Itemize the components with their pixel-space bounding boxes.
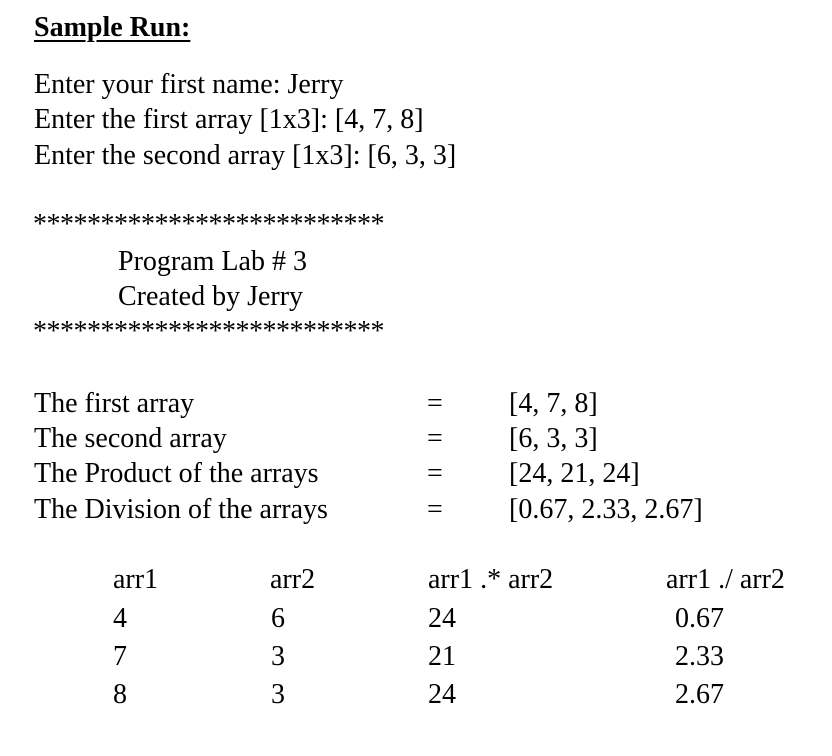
table-cell: 3 — [271, 679, 285, 710]
banner-author: Created by Jerry — [118, 281, 304, 312]
table-cell: 21 — [428, 641, 456, 672]
result-equals: = — [427, 423, 443, 454]
table-cell: 24 — [428, 603, 456, 634]
banner-title: Program Lab # 3 — [118, 246, 307, 277]
prompt-second-array: Enter the second array [1x3]: [6, 3, 3] — [34, 140, 457, 171]
table-cell: 7 — [113, 641, 127, 672]
table-cell: 2.67 — [675, 679, 724, 710]
result-value: [6, 3, 3] — [509, 423, 598, 454]
prompt-first-array: Enter the first array [1x3]: [4, 7, 8] — [34, 104, 424, 135]
result-label: The first array — [34, 388, 195, 419]
result-equals: = — [427, 458, 443, 489]
result-equals: = — [427, 388, 443, 419]
table-cell: 8 — [113, 679, 127, 710]
table-cell: 2.33 — [675, 641, 724, 672]
sample-run-heading: Sample Run: — [34, 12, 191, 43]
table-cell: 3 — [271, 641, 285, 672]
result-equals: = — [427, 494, 443, 525]
result-label: The second array — [34, 423, 227, 454]
prompt-first-name: Enter your first name: Jerry — [34, 69, 344, 100]
banner-stars-bottom: ************************** — [33, 316, 384, 347]
banner-stars-top: ************************** — [33, 209, 384, 240]
table-header: arr1 .* arr2 — [428, 564, 554, 595]
table-header: arr1 ./ arr2 — [666, 564, 785, 595]
result-value: [0.67, 2.33, 2.67] — [509, 494, 703, 525]
table-cell: 6 — [271, 603, 285, 634]
result-value: [24, 21, 24] — [509, 458, 640, 489]
table-cell: 4 — [113, 603, 127, 634]
result-label: The Product of the arrays — [34, 458, 319, 489]
table-header: arr1 — [113, 564, 159, 595]
table-cell: 0.67 — [675, 603, 724, 634]
table-header: arr2 — [270, 564, 316, 595]
result-value: [4, 7, 8] — [509, 388, 598, 419]
table-cell: 24 — [428, 679, 456, 710]
result-label: The Division of the arrays — [34, 494, 328, 525]
